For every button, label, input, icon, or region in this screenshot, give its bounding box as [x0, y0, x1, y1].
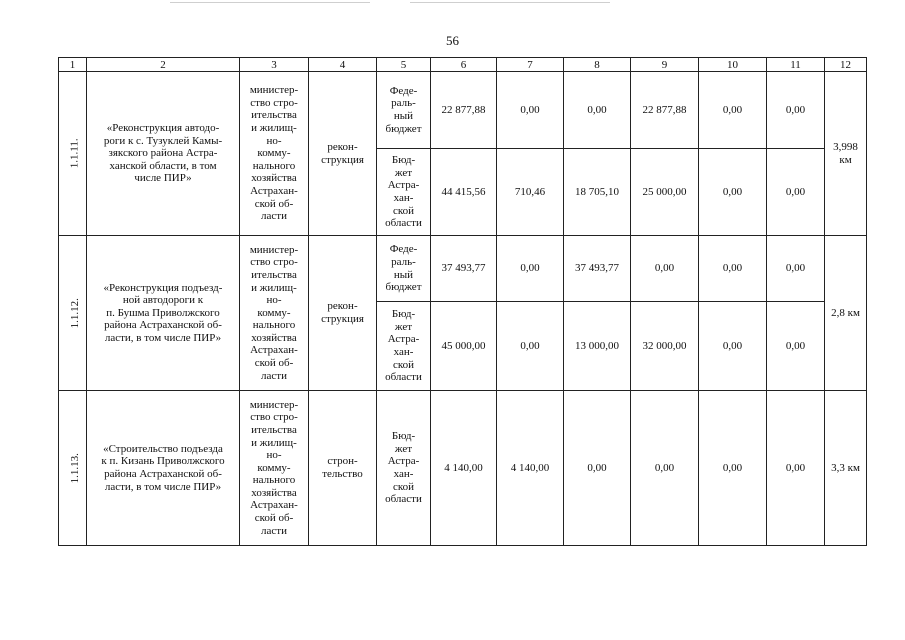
value-cell: 0,00: [497, 72, 564, 149]
row-number-cell: [59, 72, 87, 236]
ministry-cell: министер- ство стро- ительства и жилищ- но- комму- нального хозяйства Астрахан- ской об- ласти: [240, 72, 309, 236]
column-header: 9: [631, 58, 699, 72]
value-cell: 0,00: [699, 149, 767, 236]
value-cell: 0,00: [767, 236, 825, 302]
column-header: 1: [59, 58, 87, 72]
budget-source: Бюд- жет Астра- хан- ской области: [377, 302, 431, 391]
value-cell: 0,00: [564, 72, 631, 149]
column-header: 6: [431, 58, 497, 72]
value-cell: 4 140,00: [431, 391, 497, 546]
table-row: [59, 236, 867, 302]
value-cell: 0,00: [699, 72, 767, 149]
value-cell: 25 000,00: [631, 149, 699, 236]
object-title: «Реконструкция автодо- роги к с. Тузуклей Камы- зякского района Астра- ханской области, в том числе ПИР»: [87, 72, 240, 236]
column-header: 5: [377, 58, 431, 72]
value-cell: 37 493,77: [564, 236, 631, 302]
row-number: 1.1.11.: [68, 138, 81, 169]
column-header: 2: [87, 58, 240, 72]
table-row: [59, 391, 867, 546]
budget-source: Бюд- жет Астра- хан- ской области: [377, 149, 431, 236]
ministry-cell: министер- ство стро- ительства и жилищ- но- комму- нального хозяйства Астрахан- ской об- ласти: [240, 236, 309, 391]
value-cell: 44 415,56: [431, 149, 497, 236]
scan-line-top-right: [410, 2, 610, 3]
program-table: [58, 57, 867, 546]
object-title: «Реконструкция подъезд- ной автодороги к п. Бушма Приволжского района Астраханской об- ласти, в том числе ПИР»: [87, 236, 240, 391]
value-cell: 0,00: [497, 302, 564, 391]
column-header: 7: [497, 58, 564, 72]
value-cell: 45 000,00: [431, 302, 497, 391]
length-cell: 3,998 км: [825, 72, 867, 236]
value-cell: 0,00: [699, 302, 767, 391]
page-number: 56: [446, 33, 459, 48]
value-cell: 4 140,00: [497, 391, 564, 546]
value-cell: 13 000,00: [564, 302, 631, 391]
table-row: [59, 72, 867, 149]
budget-source: Феде- раль- ный бюджет: [377, 72, 431, 149]
value-cell: 0,00: [767, 391, 825, 546]
row-number-cell: [59, 391, 87, 546]
work-type: строн- тельство: [309, 391, 377, 546]
value-cell: 22 877,88: [431, 72, 497, 149]
value-cell: 18 705,10: [564, 149, 631, 236]
value-cell: 0,00: [564, 391, 631, 546]
column-header: 12: [825, 58, 867, 72]
budget-source: Феде- раль- ный бюджет: [377, 236, 431, 302]
value-cell: 710,46: [497, 149, 564, 236]
column-header: 3: [240, 58, 309, 72]
value-cell: 0,00: [767, 149, 825, 236]
row-number: 1.1.12.: [68, 297, 81, 329]
value-cell: 0,00: [631, 236, 699, 302]
work-type: рекон- струкция: [309, 72, 377, 236]
value-cell: 0,00: [699, 391, 767, 546]
length-cell: 2,8 км: [825, 236, 867, 391]
ministry-cell: министер- ство стро- ительства и жилищ- но- комму- нального хозяйства Астрахан- ской об- ласти: [240, 391, 309, 546]
scan-line-top-left: [170, 2, 370, 3]
value-cell: 37 493,77: [431, 236, 497, 302]
column-header: 4: [309, 58, 377, 72]
column-header-row: [59, 58, 867, 72]
row-number-cell: [59, 236, 87, 391]
value-cell: 0,00: [699, 236, 767, 302]
value-cell: 0,00: [631, 391, 699, 546]
column-header: 11: [767, 58, 825, 72]
value-cell: 22 877,88: [631, 72, 699, 149]
object-title: «Строительство подъезда к п. Кизань Приволжского района Астраханской об- ласти, в том числе ПИР»: [87, 391, 240, 546]
value-cell: 0,00: [767, 72, 825, 149]
column-header: 8: [564, 58, 631, 72]
budget-source: Бюд- жет Астра- хан- ской области: [377, 391, 431, 546]
value-cell: 0,00: [497, 236, 564, 302]
work-type: рекон- струкция: [309, 236, 377, 391]
value-cell: 0,00: [767, 302, 825, 391]
column-header: 10: [699, 58, 767, 72]
length-cell: 3,3 км: [825, 391, 867, 546]
value-cell: 32 000,00: [631, 302, 699, 391]
row-number: 1.1.13.: [68, 452, 81, 484]
